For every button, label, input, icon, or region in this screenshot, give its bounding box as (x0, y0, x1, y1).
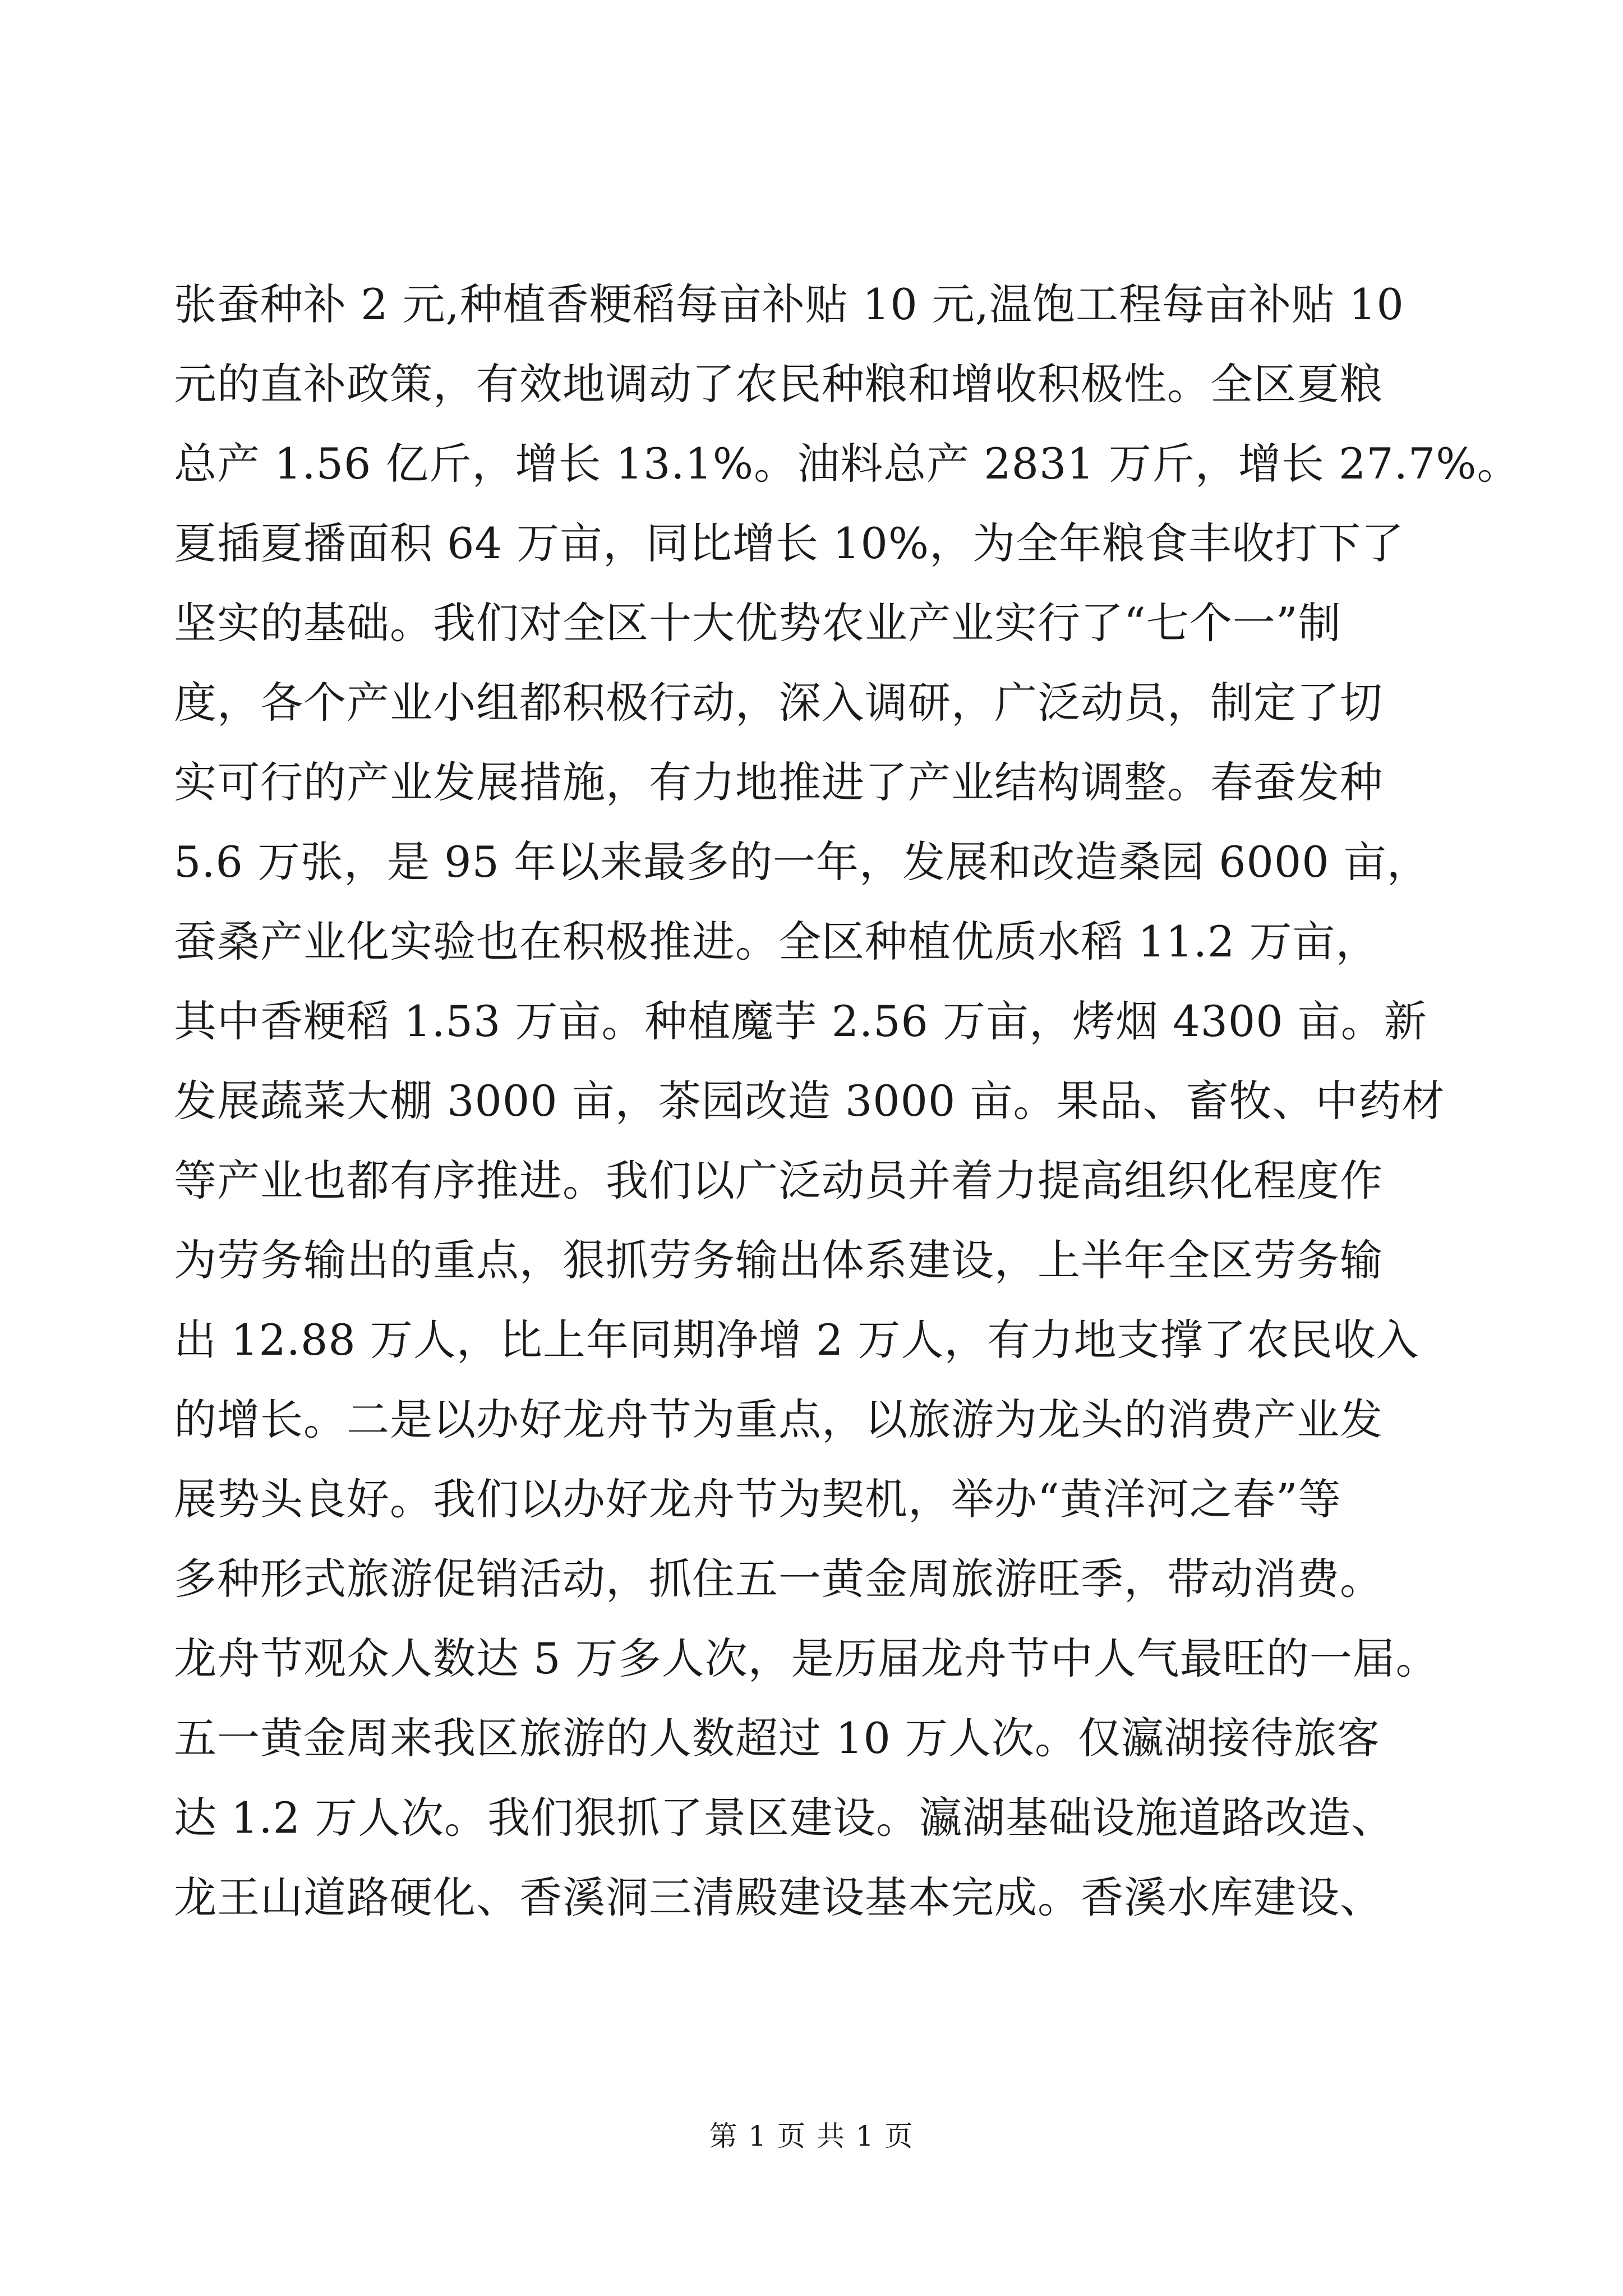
text-line: 出 12.88 万人，比上年同期净增 2 万人，有力地支撑了农民收入 (174, 1315, 1419, 1365)
text-line: 的增长。二是以办好龙舟节为重点，以旅游为龙头的消费产业发 (174, 1395, 1383, 1444)
text-line: 夏插夏播面积 64 万亩，同比增长 10%，为全年粮食丰收打下了 (174, 518, 1405, 568)
text-line: 多种形式旅游促销活动，抓住五一黄金周旅游旺季，带动消费。 (174, 1554, 1383, 1604)
text-line: 元的直补政策，有效地调动了农民种粮和增收积极性。全区夏粮 (174, 359, 1383, 409)
text-line: 龙舟节观众人数达 5 万多人次，是历届龙舟节中人气最旺的一届。 (174, 1634, 1439, 1683)
text-line: 蚕桑产业化实验也在积极推进。全区种植优质水稻 11.2 万亩， (174, 917, 1379, 967)
text-line: 为劳务输出的重点，狠抓劳务输出体系建设，上半年全区劳务输 (174, 1235, 1383, 1285)
text-line: 发展蔬菜大棚 3000 亩，茶园改造 3000 亩。果品、畜牧、中药材 (174, 1076, 1445, 1126)
text-line: 五一黄金周来我区旅游的人数超过 10 万人次。仅瀛湖接待旅客 (174, 1713, 1381, 1763)
text-line: 龙王山道路硬化、香溪洞三清殿建设基本完成。香溪水库建设、 (174, 1872, 1383, 1922)
text-line: 5.6 万张，是 95 年以来最多的一年，发展和改造桑园 6000 亩， (174, 837, 1430, 887)
text-line: 达 1.2 万人次。我们狠抓了景区建设。瀛湖基础设施道路改造、 (174, 1793, 1395, 1843)
page-number-label: 第 1 页 共 1 页 (709, 2120, 914, 2152)
text-line: 总产 1.56 亿斤，增长 13.1%。油料总产 2831 万斤，增长 27.7%。 (174, 439, 1520, 489)
text-line: 坚实的基础。我们对全区十大优势农业产业实行了“七个一”制 (174, 598, 1341, 648)
text-line: 展势头良好。我们以办好龙舟节为契机，举办“黄洋河之春”等 (174, 1474, 1341, 1524)
body-text (174, 265, 1520, 1938)
text-line: 其中香粳稻 1.53 万亩。种植魔芋 2.56 万亩，烤烟 4300 亩。新 (174, 996, 1427, 1046)
page-footer (0, 2114, 1623, 2154)
text-line: 实可行的产业发展措施，有力地推进了产业结构调整。春蚕发种 (174, 757, 1383, 807)
text-line: 张蚕种补 2 元,种植香粳稻每亩补贴 10 元,温饱工程每亩补贴 10 (174, 279, 1404, 329)
text-line: 等产业也都有序推进。我们以广泛动员并着力提高组织化程度作 (174, 1156, 1383, 1205)
text-line: 度，各个产业小组都积极行动，深入调研，广泛动员，制定了切 (174, 678, 1383, 728)
